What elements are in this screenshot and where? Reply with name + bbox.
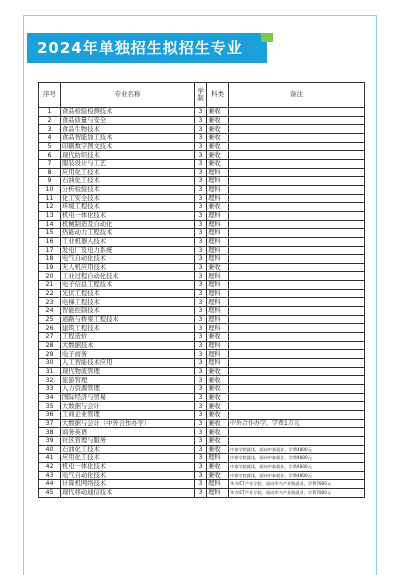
banner-accent: [261, 33, 273, 42]
row-index: 39: [39, 436, 61, 445]
row-note: [229, 116, 365, 125]
row-name: 社区管理与服务: [61, 436, 195, 445]
row-length: 3: [195, 341, 207, 350]
row-category: 理科: [207, 255, 229, 264]
row-name: 现代移动通信技术: [61, 488, 195, 497]
row-length: 3: [195, 436, 207, 445]
row-note: [229, 237, 365, 246]
row-length: 3: [195, 211, 207, 220]
row-name: 电气自动化技术: [61, 471, 195, 480]
row-note: [229, 159, 365, 168]
row-category: 理科: [207, 307, 229, 316]
row-length: 3: [195, 159, 207, 168]
row-note: [229, 359, 365, 368]
table-row: [39, 471, 365, 480]
row-note: [229, 194, 365, 203]
row-name: 机电一体化技术: [61, 211, 195, 220]
row-index: 2: [39, 116, 61, 125]
row-category: 理科: [207, 341, 229, 350]
row-length: 3: [195, 116, 207, 125]
row-length: 3: [195, 281, 207, 290]
row-index: 4: [39, 133, 61, 142]
row-index: 37: [39, 419, 61, 428]
row-name: 工业过程自动化技术: [61, 272, 195, 281]
row-note: [229, 220, 365, 229]
row-note: [229, 108, 365, 117]
row-category: 兼收: [207, 428, 229, 437]
row-index: 21: [39, 281, 61, 290]
row-name: 食品生物技术: [61, 125, 195, 134]
header-name: 专业名称: [61, 83, 195, 108]
row-length: 3: [195, 333, 207, 342]
row-length: 3: [195, 480, 207, 489]
row-category: 兼收: [207, 159, 229, 168]
table-row: [39, 462, 365, 471]
table-row: [39, 367, 365, 376]
row-length: 3: [195, 307, 207, 316]
table-row: [39, 108, 365, 117]
row-note: [229, 307, 365, 316]
row-index: 32: [39, 376, 61, 385]
row-note: [229, 333, 365, 342]
row-note: [229, 203, 365, 212]
row-category: 理科: [207, 194, 229, 203]
row-category: 理科: [207, 480, 229, 489]
row-index: 41: [39, 454, 61, 463]
row-length: 3: [195, 324, 207, 333]
row-name: 分析检验技术: [61, 185, 195, 194]
row-category: 理科: [207, 272, 229, 281]
table-row: [39, 255, 365, 264]
table-row: [39, 385, 365, 394]
row-category: 理科: [207, 454, 229, 463]
table-row: [39, 298, 365, 307]
row-name: 食品质量与安全: [61, 116, 195, 125]
row-note: 华为ICT产业学院，面向华为产业链就业，学费7800元: [229, 488, 365, 497]
row-category: 兼收: [207, 393, 229, 402]
row-length: 3: [195, 289, 207, 298]
row-index: 13: [39, 211, 61, 220]
row-note: [229, 393, 365, 402]
table-row: [39, 220, 365, 229]
row-length: 3: [195, 203, 207, 212]
row-name: 工业机器人技术: [61, 237, 195, 246]
row-category: 兼收: [207, 203, 229, 212]
row-length: 3: [195, 454, 207, 463]
row-category: 理科: [207, 324, 229, 333]
majors-table: [38, 82, 365, 498]
row-category: 兼收: [207, 402, 229, 411]
row-note: [229, 185, 365, 194]
row-length: 3: [195, 428, 207, 437]
table-row: [39, 133, 365, 142]
row-category: 理科: [207, 246, 229, 255]
header-index: 序号: [39, 83, 61, 108]
row-category: 理科: [207, 211, 229, 220]
row-category: 兼收: [207, 116, 229, 125]
row-name: 机电一体化技术: [61, 462, 195, 471]
row-name: 石油化工技术: [61, 445, 195, 454]
row-length: 3: [195, 272, 207, 281]
row-category: 理科: [207, 488, 229, 497]
row-index: 31: [39, 367, 61, 376]
row-category: 兼收: [207, 445, 229, 454]
row-name: 道路与桥梁工程技术: [61, 315, 195, 324]
table-row: [39, 151, 365, 160]
row-length: 3: [195, 462, 207, 471]
row-note: 中泰学院就读，面向中泰就业，学费4800元: [229, 462, 365, 471]
row-category: 兼收: [207, 133, 229, 142]
table-row: [39, 237, 365, 246]
row-length: 3: [195, 168, 207, 177]
table-row: [39, 436, 365, 445]
header-category: 科类: [207, 83, 229, 108]
page-title: 2024年单独招生拟招生专业: [37, 39, 243, 57]
row-index: 30: [39, 359, 61, 368]
row-name: 大数据与会计（中外合作办学）: [61, 419, 195, 428]
row-name: 化工安全技术: [61, 194, 195, 203]
row-index: 22: [39, 289, 61, 298]
row-category: 理科: [207, 177, 229, 186]
row-category: 兼收: [207, 108, 229, 117]
row-name: 环境工程技术: [61, 203, 195, 212]
table-row: [39, 272, 365, 281]
row-category: 理科: [207, 168, 229, 177]
table-row: [39, 263, 365, 272]
row-name: 商务英语: [61, 428, 195, 437]
row-category: 理科: [207, 289, 229, 298]
row-length: 3: [195, 125, 207, 134]
header-length: 学 制: [195, 83, 207, 108]
row-index: 24: [39, 307, 61, 316]
row-note: [229, 428, 365, 437]
row-index: 29: [39, 350, 61, 359]
row-index: 45: [39, 488, 61, 497]
row-note: 中外合作办学，学费1万元: [229, 419, 365, 428]
row-length: 3: [195, 367, 207, 376]
row-note: [229, 281, 365, 290]
row-note: [229, 402, 365, 411]
row-category: 兼收: [207, 263, 229, 272]
row-length: 3: [195, 108, 207, 117]
row-index: 43: [39, 471, 61, 480]
table-row: [39, 142, 365, 151]
table-row: [39, 246, 365, 255]
row-index: 42: [39, 462, 61, 471]
table-row: [39, 333, 365, 342]
row-note: [229, 385, 365, 394]
row-index: 20: [39, 272, 61, 281]
row-name: 现代纺织技术: [61, 151, 195, 160]
row-index: 10: [39, 185, 61, 194]
row-name: 人力资源管理: [61, 385, 195, 394]
table-row: [39, 402, 365, 411]
row-note: [229, 289, 365, 298]
row-length: 3: [195, 142, 207, 151]
row-name: 印刷数字图文技术: [61, 142, 195, 151]
row-length: 3: [195, 177, 207, 186]
row-length: 3: [195, 315, 207, 324]
table-row: [39, 445, 365, 454]
row-name: 工程造价: [61, 333, 195, 342]
row-note: [229, 272, 365, 281]
row-category: 兼收: [207, 125, 229, 134]
table-body: [39, 108, 365, 498]
row-name: 食品检验检测技术: [61, 108, 195, 117]
row-name: 无人机应用技术: [61, 263, 195, 272]
table-row: [39, 185, 365, 194]
row-index: 12: [39, 203, 61, 212]
row-index: 6: [39, 151, 61, 160]
row-category: 兼收: [207, 385, 229, 394]
table-row: [39, 419, 365, 428]
row-name: 热能动力工程技术: [61, 229, 195, 238]
table-row: [39, 410, 365, 419]
row-note: [229, 133, 365, 142]
row-category: 理科: [207, 220, 229, 229]
row-note: [229, 246, 365, 255]
row-name: 智能控制技术: [61, 307, 195, 316]
table-row: [39, 289, 365, 298]
row-category: 理科: [207, 281, 229, 290]
table-row: [39, 177, 365, 186]
row-length: 3: [195, 350, 207, 359]
row-index: 11: [39, 194, 61, 203]
table-row: [39, 281, 365, 290]
row-length: 3: [195, 445, 207, 454]
table-row: [39, 428, 365, 437]
row-category: 理科: [207, 185, 229, 194]
row-length: 3: [195, 393, 207, 402]
row-note: [229, 177, 365, 186]
row-note: [229, 229, 365, 238]
table-row: [39, 359, 365, 368]
row-index: 23: [39, 298, 61, 307]
table-row: [39, 454, 365, 463]
table-row: [39, 211, 365, 220]
row-category: 兼收: [207, 333, 229, 342]
row-name: 光伏工程技术: [61, 289, 195, 298]
table-row: [39, 350, 365, 359]
row-note: [229, 341, 365, 350]
row-index: 14: [39, 220, 61, 229]
row-note: 中泰学院就读，面向中泰就业，学费4800元: [229, 471, 365, 480]
row-length: 3: [195, 471, 207, 480]
row-category: 理科: [207, 237, 229, 246]
row-category: 兼收: [207, 142, 229, 151]
row-length: 3: [195, 410, 207, 419]
row-category: 理科: [207, 229, 229, 238]
row-name: 工商企业管理: [61, 410, 195, 419]
table-row: [39, 393, 365, 402]
row-category: 理科: [207, 359, 229, 368]
row-note: [229, 255, 365, 264]
row-index: 36: [39, 410, 61, 419]
row-index: 9: [39, 177, 61, 186]
row-note: [229, 367, 365, 376]
row-name: 大数据技术: [61, 341, 195, 350]
row-index: 8: [39, 168, 61, 177]
row-length: 3: [195, 237, 207, 246]
row-index: 26: [39, 324, 61, 333]
row-category: 理科: [207, 350, 229, 359]
row-note: [229, 151, 365, 160]
row-length: 3: [195, 255, 207, 264]
row-length: 3: [195, 385, 207, 394]
row-note: 中泰学院就读，面向中泰就业，学费4800元: [229, 445, 365, 454]
row-note: [229, 263, 365, 272]
row-note: [229, 168, 365, 177]
row-note: 中泰学院就读，面向中泰就业，学费4800元: [229, 454, 365, 463]
table-row: [39, 159, 365, 168]
row-length: 3: [195, 419, 207, 428]
table-row: [39, 315, 365, 324]
row-index: 40: [39, 445, 61, 454]
row-length: 3: [195, 402, 207, 411]
row-note: [229, 324, 365, 333]
row-index: 1: [39, 108, 61, 117]
row-category: 理科: [207, 298, 229, 307]
row-index: 17: [39, 246, 61, 255]
row-index: 19: [39, 263, 61, 272]
row-name: 计算机网络技术: [61, 480, 195, 489]
row-category: 兼收: [207, 436, 229, 445]
row-note: 华为ICT产业学院，面向华为产业链就业，学费7800元: [229, 480, 365, 489]
row-name: 大数据与会计: [61, 402, 195, 411]
row-category: 兼收: [207, 462, 229, 471]
row-length: 3: [195, 133, 207, 142]
row-note: [229, 125, 365, 134]
table-row: [39, 116, 365, 125]
row-note: [229, 315, 365, 324]
row-note: [229, 298, 365, 307]
row-note: [229, 350, 365, 359]
row-name: 电子信息工程技术: [61, 281, 195, 290]
row-note: [229, 410, 365, 419]
table-row: [39, 203, 365, 212]
row-index: 16: [39, 237, 61, 246]
row-name: 发电厂及电力系统: [61, 246, 195, 255]
row-length: 3: [195, 359, 207, 368]
table-row: [39, 341, 365, 350]
row-category: 兼收: [207, 471, 229, 480]
row-category: 兼收: [207, 419, 229, 428]
row-name: 机械制造及自动化: [61, 220, 195, 229]
row-note: [229, 436, 365, 445]
row-length: 3: [195, 220, 207, 229]
row-length: 3: [195, 298, 207, 307]
row-length: 3: [195, 194, 207, 203]
row-index: 18: [39, 255, 61, 264]
row-index: 3: [39, 125, 61, 134]
row-name: 国际经济与贸易: [61, 393, 195, 402]
row-name: 人工智能技术应用: [61, 359, 195, 368]
row-index: 33: [39, 385, 61, 394]
table-row: [39, 194, 365, 203]
row-name: 旅游管理: [61, 376, 195, 385]
row-index: 25: [39, 315, 61, 324]
row-note: [229, 211, 365, 220]
row-name: 建筑工程技术: [61, 324, 195, 333]
table-row: [39, 480, 365, 489]
row-category: 理科: [207, 315, 229, 324]
row-index: 44: [39, 480, 61, 489]
row-length: 3: [195, 246, 207, 255]
table-header-row: [39, 83, 365, 108]
row-length: 3: [195, 376, 207, 385]
row-category: 兼收: [207, 367, 229, 376]
header-note: 备注: [229, 83, 365, 108]
row-index: 35: [39, 402, 61, 411]
table-row: [39, 125, 365, 134]
row-name: 应用化工技术: [61, 168, 195, 177]
table-row: [39, 307, 365, 316]
row-name: 食品智能加工技术: [61, 133, 195, 142]
row-length: 3: [195, 185, 207, 194]
row-name: 电气自动化技术: [61, 255, 195, 264]
row-index: 7: [39, 159, 61, 168]
row-length: 3: [195, 229, 207, 238]
row-index: 38: [39, 428, 61, 437]
row-name: 电子商务: [61, 350, 195, 359]
row-length: 3: [195, 151, 207, 160]
row-note: [229, 142, 365, 151]
row-index: 5: [39, 142, 61, 151]
row-index: 15: [39, 229, 61, 238]
row-length: 3: [195, 263, 207, 272]
row-index: 34: [39, 393, 61, 402]
row-length: 3: [195, 488, 207, 497]
row-index: 28: [39, 341, 61, 350]
table-row: [39, 168, 365, 177]
row-name: 服装设计与工艺: [61, 159, 195, 168]
table-row: [39, 229, 365, 238]
row-name: 电梯工程技术: [61, 298, 195, 307]
row-category: 兼收: [207, 410, 229, 419]
row-note: [229, 376, 365, 385]
row-index: 27: [39, 333, 61, 342]
table-row: [39, 324, 365, 333]
table-row: [39, 488, 365, 497]
row-name: 现代物流管理: [61, 367, 195, 376]
row-category: 兼收: [207, 151, 229, 160]
row-name: 石油化工技术: [61, 177, 195, 186]
table-row: [39, 376, 365, 385]
row-name: 应用化工技术: [61, 454, 195, 463]
row-category: 兼收: [207, 376, 229, 385]
